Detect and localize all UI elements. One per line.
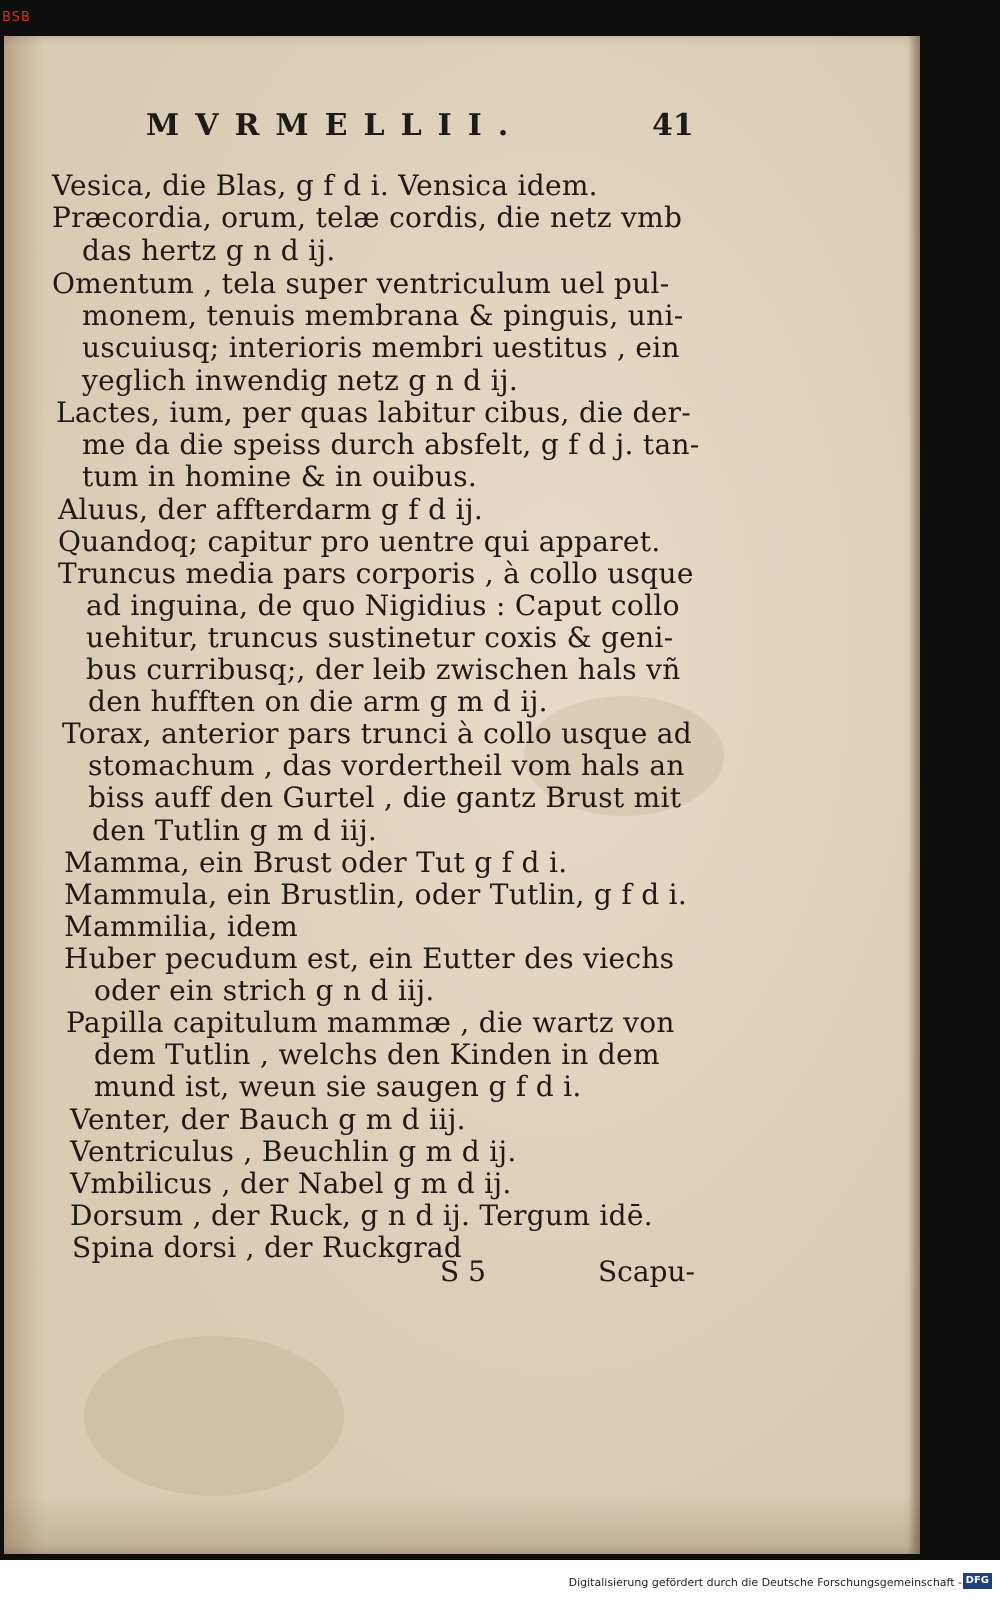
text-line: Dorsum , der Ruck, g n d ij. Tergum idē. — [70, 1199, 653, 1232]
text-line: Papilla capitulum mammæ , die wartz von — [66, 1006, 675, 1039]
signature-mark: S 5 — [440, 1255, 486, 1288]
catchword: Scapu- — [598, 1255, 695, 1288]
text-line: Truncus media pars corporis , à collo usque — [58, 557, 694, 590]
text-line: Ventriculus , Beuchlin g m d ij. — [70, 1135, 517, 1168]
text-line: Omentum , tela super ventriculum uel pul- — [52, 267, 670, 300]
text-line: Aluus, der affterdarm g f d ij. — [58, 493, 484, 526]
text-line: Lactes, ium, per quas labitur cibus, die der- — [56, 396, 692, 429]
text-line: mund ist, weun sie saugen g f d i. — [94, 1070, 582, 1103]
text-line: den hufften on die arm g m d ij. — [88, 685, 548, 718]
text-line: Mammula, ein Brustlin, oder Tutlin, g f d i. — [64, 878, 688, 911]
text-line: das hertz g n d ij. — [82, 234, 336, 267]
text-line: yeglich inwendig netz g n d ij. — [82, 364, 519, 397]
text-line: Quandoq; capitur pro uentre qui apparet. — [58, 525, 661, 558]
digitization-footer — [0, 1560, 1000, 1606]
text-line: den Tutlin g m d iij. — [92, 814, 378, 847]
running-head: MVRMELLII. — [146, 108, 525, 143]
text-line: tum in homine & in ouibus. — [82, 460, 478, 493]
text-line: Vesica, die Blas, g f d i. Vensica idem. — [52, 169, 598, 202]
text-line: dem Tutlin , welchs den Kinden in dem — [94, 1038, 660, 1071]
text-line: Præcordia, orum, telæ cordis, die netz vmb — [52, 201, 683, 234]
text-line: Torax, anterior pars trunci à collo usque ad — [62, 717, 693, 750]
dfg-logo: DFG — [963, 1573, 992, 1589]
text-line: oder ein strich g n d iij. — [94, 974, 435, 1007]
text-line: Huber pecudum est, ein Eutter des viechs — [64, 942, 675, 975]
text-line: Vmbilicus , der Nabel g m d ij. — [70, 1167, 512, 1200]
text-line: Mammilia, idem — [64, 910, 299, 943]
text-line: bus curribusq;, der leib zwischen hals vñ — [86, 653, 681, 686]
text-line: uscuiusq; interioris membri uestitus , ein — [82, 331, 680, 364]
text-line: ad inguina, de quo Nigidius : Caput collo — [86, 589, 680, 622]
page-number: 41 — [652, 108, 694, 143]
text-line: stomachum , das vordertheil vom hals an — [88, 749, 685, 782]
text-line: uehitur, truncus sustinetur coxis & geni- — [86, 621, 674, 654]
text-line: Mamma, ein Brust oder Tut g f d i. — [64, 846, 568, 879]
text-line: biss auff den Gurtel , die gantz Brust mit — [88, 781, 682, 814]
text-line: me da die speiss durch absfelt, g f d j. tan- — [82, 428, 700, 461]
text-line: monem, tenuis membrana & pinguis, uni- — [82, 299, 684, 332]
library-mark: BSB — [2, 10, 31, 25]
text-line: Venter, der Bauch g m d iij. — [70, 1103, 466, 1136]
digitization-note: Digitalisierung gefördert durch die Deutsche Forschungsgemeinschaft - — [568, 1576, 962, 1589]
text-line: Spina dorsi , der Ruckgrad — [72, 1231, 463, 1264]
